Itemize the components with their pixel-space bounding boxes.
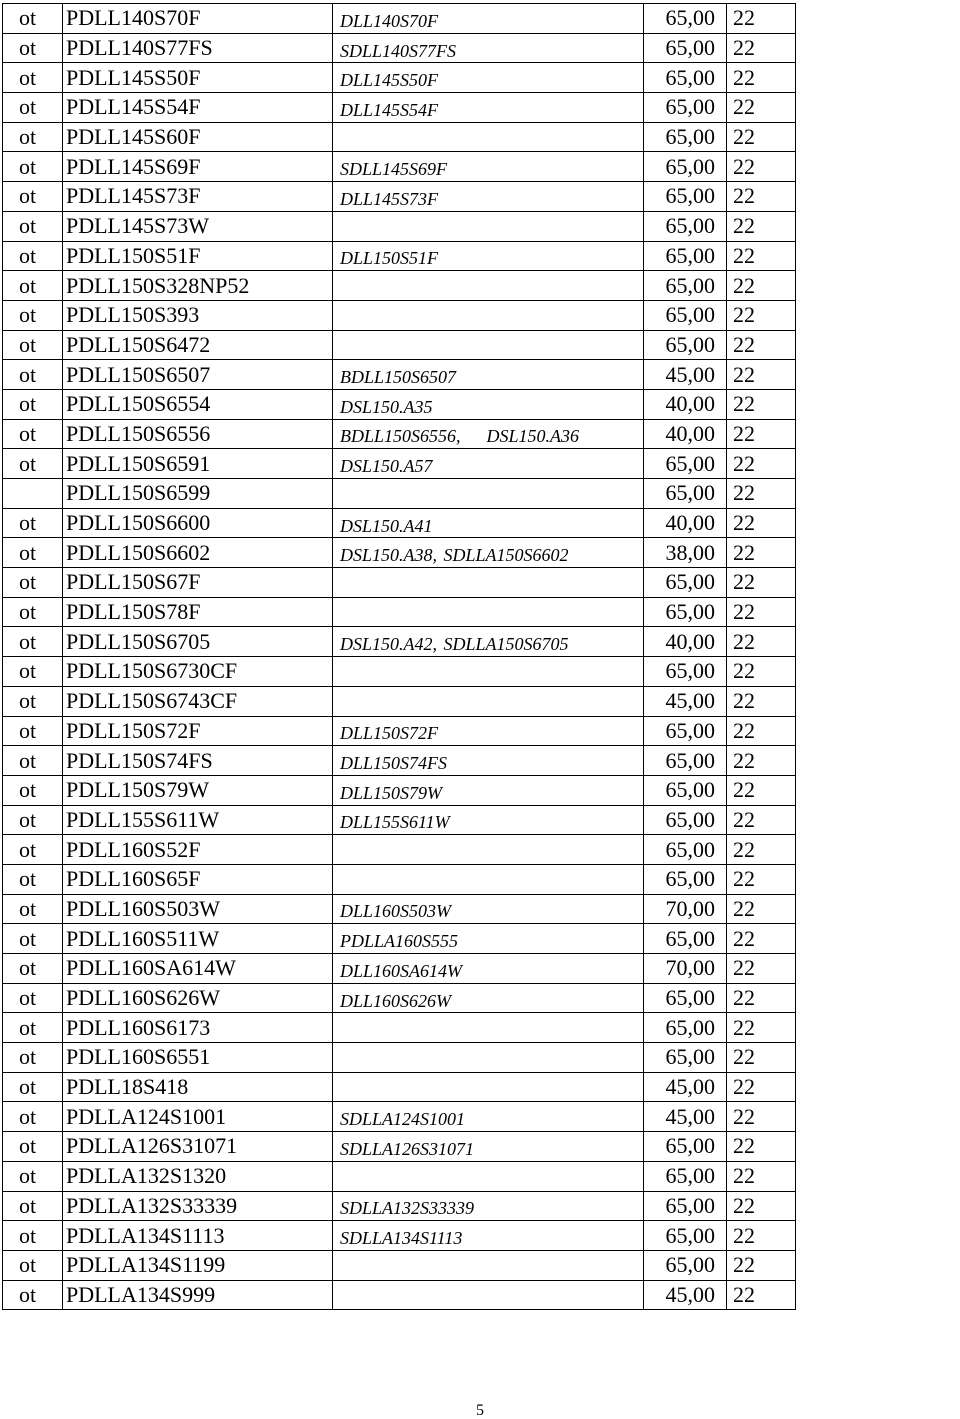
price: 65,00 [644,864,727,894]
vat-rate: 22 [727,1102,796,1132]
price: 65,00 [644,479,727,509]
price: 40,00 [644,419,727,449]
row-mark: ot [3,300,63,330]
product-code: PDLL145S54F [63,93,333,123]
vat-rate: 22 [727,182,796,212]
row-mark: ot [3,1161,63,1191]
product-code: PDLL150S78F [63,597,333,627]
price: 65,00 [644,1250,727,1280]
row-mark: ot [3,4,63,34]
price: 65,00 [644,805,727,835]
row-mark: ot [3,1250,63,1280]
row-mark: ot [3,538,63,568]
reference-code [333,568,644,598]
vat-rate: 22 [727,716,796,746]
vat-rate: 22 [727,1250,796,1280]
price: 65,00 [644,122,727,152]
product-code: PDLL155S611W [63,805,333,835]
product-code: PDLL160S6551 [63,1043,333,1073]
reference-code: DLL140S70F [333,4,644,34]
product-code: PDLL150S6730CF [63,657,333,687]
table-row [3,1043,796,1073]
row-mark: ot [3,152,63,182]
row-mark: ot [3,211,63,241]
reference-code: DSL150.A41 [333,508,644,538]
reference-code-primary: BDLL150S6556, [340,426,461,447]
table-row [3,686,796,716]
table-row [3,300,796,330]
product-code: PDLL160S511W [63,924,333,954]
vat-rate: 22 [727,300,796,330]
table-row [3,597,796,627]
reference-code [333,479,644,509]
reference-code: SDLLA124S1001 [333,1102,644,1132]
vat-rate: 22 [727,775,796,805]
product-code: PDLL150S74FS [63,746,333,776]
reference-code [333,1280,644,1310]
table-row [3,419,796,449]
vat-rate: 22 [727,122,796,152]
product-code: PDLL150S6554 [63,389,333,419]
table-row [3,746,796,776]
reference-code [333,330,644,360]
vat-rate: 22 [727,746,796,776]
table-row [3,389,796,419]
table-row [3,1132,796,1162]
row-mark: ot [3,1072,63,1102]
price: 65,00 [644,271,727,301]
vat-rate: 22 [727,924,796,954]
product-code: PDLL140S70F [63,4,333,34]
vat-rate: 22 [727,864,796,894]
price: 38,00 [644,538,727,568]
row-mark: ot [3,63,63,93]
price: 45,00 [644,1072,727,1102]
product-code: PDLL160S503W [63,894,333,924]
reference-code [333,1043,644,1073]
row-mark: ot [3,1043,63,1073]
vat-rate: 22 [727,686,796,716]
price: 45,00 [644,686,727,716]
row-mark [3,479,63,509]
row-mark: ot [3,271,63,301]
reference-code [333,271,644,301]
row-mark: ot [3,122,63,152]
reference-code [333,657,644,687]
row-mark: ot [3,449,63,479]
table-row [3,894,796,924]
page-number: 5 [476,1402,484,1419]
product-code: PDLL150S6743CF [63,686,333,716]
vat-rate: 22 [727,211,796,241]
product-code: PDLL150S6556 [63,419,333,449]
vat-rate: 22 [727,805,796,835]
product-code: PDLLA134S1113 [63,1221,333,1251]
product-code: PDLL150S6472 [63,330,333,360]
price: 65,00 [644,330,727,360]
reference-code: DLL150S74FS [333,746,644,776]
reference-code-secondary: DSL150.A36 [486,426,580,447]
row-mark: ot [3,805,63,835]
table-row [3,954,796,984]
price: 70,00 [644,894,727,924]
vat-rate: 22 [727,1013,796,1043]
reference-code: DLL145S54F [333,93,644,123]
row-mark: ot [3,924,63,954]
price: 65,00 [644,597,727,627]
row-mark: ot [3,1191,63,1221]
vat-rate: 22 [727,93,796,123]
reference-code: DSL150.A42, SDLLA150S6705 [333,627,644,657]
table-row [3,211,796,241]
vat-rate: 22 [727,419,796,449]
product-code: PDLL145S50F [63,63,333,93]
price: 65,00 [644,241,727,271]
vat-rate: 22 [727,1221,796,1251]
table-row [3,1161,796,1191]
row-mark: ot [3,864,63,894]
table-row [3,152,796,182]
vat-rate: 22 [727,271,796,301]
table-row [3,924,796,954]
row-mark: ot [3,1280,63,1310]
row-mark: ot [3,686,63,716]
product-code: PDLLA132S33339 [63,1191,333,1221]
product-code: PDLL150S6705 [63,627,333,657]
product-code: PDLL150S6507 [63,360,333,390]
reference-code [333,1161,644,1191]
vat-rate: 22 [727,568,796,598]
vat-rate: 22 [727,508,796,538]
reference-code [333,686,644,716]
price: 40,00 [644,389,727,419]
reference-code: SDLL145S69F [333,152,644,182]
price: 65,00 [644,211,727,241]
reference-code [333,300,644,330]
table-row [3,983,796,1013]
product-code: PDLL145S73W [63,211,333,241]
table-row [3,4,796,34]
table-row [3,63,796,93]
price: 65,00 [644,4,727,34]
price: 65,00 [644,1221,727,1251]
price: 45,00 [644,1102,727,1132]
product-code: PDLL150S328NP52 [63,271,333,301]
row-mark: ot [3,716,63,746]
table-row [3,122,796,152]
product-code: PDLL18S418 [63,1072,333,1102]
vat-rate: 22 [727,627,796,657]
product-code: PDLL160S65F [63,864,333,894]
product-code: PDLL160S626W [63,983,333,1013]
price: 65,00 [644,657,727,687]
reference-code: PDLLA160S555 [333,924,644,954]
reference-code: DLL145S73F [333,182,644,212]
table-row [3,835,796,865]
vat-rate: 22 [727,954,796,984]
vat-rate: 22 [727,597,796,627]
price: 70,00 [644,954,727,984]
table-row [3,271,796,301]
table-row [3,1221,796,1251]
row-mark: ot [3,1221,63,1251]
price: 65,00 [644,924,727,954]
vat-rate: 22 [727,1043,796,1073]
product-code: PDLL150S6600 [63,508,333,538]
reference-code: DLL150S79W [333,775,644,805]
product-code: PDLL140S77FS [63,33,333,63]
price: 65,00 [644,1043,727,1073]
reference-code: DLL160S626W [333,983,644,1013]
row-mark: ot [3,360,63,390]
price-table-body [3,4,796,1310]
product-code: PDLL145S69F [63,152,333,182]
vat-rate: 22 [727,1161,796,1191]
product-code: PDLL160SA614W [63,954,333,984]
vat-rate: 22 [727,63,796,93]
price: 65,00 [644,1161,727,1191]
row-mark: ot [3,508,63,538]
vat-rate: 22 [727,479,796,509]
vat-rate: 22 [727,389,796,419]
product-code: PDLLA126S31071 [63,1132,333,1162]
row-mark: ot [3,1132,63,1162]
reference-code [333,597,644,627]
price: 65,00 [644,1132,727,1162]
table-row [3,182,796,212]
vat-rate: 22 [727,1072,796,1102]
row-mark: ot [3,627,63,657]
reference-code: DSL150.A38, SDLLA150S6602 [333,538,644,568]
table-row [3,716,796,746]
price: 65,00 [644,33,727,63]
reference-code: DLL145S50F [333,63,644,93]
table-row [3,93,796,123]
reference-code: SDLLA134S1113 [333,1221,644,1251]
table-row [3,449,796,479]
price: 40,00 [644,508,727,538]
price: 65,00 [644,775,727,805]
table-row [3,330,796,360]
row-mark: ot [3,241,63,271]
table-row [3,360,796,390]
row-mark: ot [3,330,63,360]
table-row [3,568,796,598]
table-row [3,508,796,538]
row-mark: ot [3,568,63,598]
reference-code: SDLLA132S33339 [333,1191,644,1221]
vat-rate: 22 [727,983,796,1013]
table-row [3,805,796,835]
product-code: PDLL150S6602 [63,538,333,568]
row-mark: ot [3,419,63,449]
vat-rate: 22 [727,835,796,865]
product-code: PDLL150S72F [63,716,333,746]
row-mark: ot [3,657,63,687]
table-row [3,1191,796,1221]
row-mark: ot [3,983,63,1013]
reference-code [333,835,644,865]
reference-code: DSL150.A35 [333,389,644,419]
row-mark: ot [3,1102,63,1132]
vat-rate: 22 [727,1132,796,1162]
table-row [3,1102,796,1132]
vat-rate: 22 [727,657,796,687]
reference-code: DSL150.A57 [333,449,644,479]
reference-code [333,211,644,241]
product-code: PDLLA134S1199 [63,1250,333,1280]
table-row [3,1013,796,1043]
reference-code: DLL155S611W [333,805,644,835]
row-mark: ot [3,93,63,123]
product-code: PDLL150S67F [63,568,333,598]
vat-rate: 22 [727,330,796,360]
product-code: PDLLA132S1320 [63,1161,333,1191]
product-code: PDLL150S6599 [63,479,333,509]
product-code: PDLLA124S1001 [63,1102,333,1132]
price: 45,00 [644,360,727,390]
table-row [3,775,796,805]
reference-code [333,1250,644,1280]
price: 65,00 [644,182,727,212]
row-mark: ot [3,954,63,984]
reference-code: SDLL140S77FS [333,33,644,63]
row-mark: ot [3,894,63,924]
price: 65,00 [644,1013,727,1043]
price: 65,00 [644,152,727,182]
product-code: PDLL150S393 [63,300,333,330]
table-row [3,1250,796,1280]
reference-code: BDLL150S6507 [333,360,644,390]
table-row [3,1280,796,1310]
product-code: PDLL160S52F [63,835,333,865]
table-row [3,538,796,568]
vat-rate: 22 [727,241,796,271]
vat-rate: 22 [727,1280,796,1310]
row-mark: ot [3,746,63,776]
price: 65,00 [644,63,727,93]
price-table [2,3,796,1310]
reference-code [333,419,644,449]
product-code: PDLL145S73F [63,182,333,212]
table-row [3,864,796,894]
price: 65,00 [644,835,727,865]
price: 45,00 [644,1280,727,1310]
row-mark: ot [3,597,63,627]
product-code: PDLLA134S999 [63,1280,333,1310]
table-row [3,33,796,63]
price: 65,00 [644,746,727,776]
vat-rate: 22 [727,1191,796,1221]
reference-code [333,1072,644,1102]
vat-rate: 22 [727,152,796,182]
row-mark: ot [3,1013,63,1043]
vat-rate: 22 [727,894,796,924]
price: 65,00 [644,716,727,746]
price: 65,00 [644,449,727,479]
row-mark: ot [3,33,63,63]
table-row [3,479,796,509]
reference-code [333,864,644,894]
reference-code: SDLLA126S31071 [333,1132,644,1162]
vat-rate: 22 [727,360,796,390]
product-code: PDLL160S6173 [63,1013,333,1043]
product-code: PDLL150S79W [63,775,333,805]
price: 65,00 [644,93,727,123]
reference-code: DLL150S51F [333,241,644,271]
reference-code: DLL150S72F [333,716,644,746]
vat-rate: 22 [727,33,796,63]
reference-code: DLL160S503W [333,894,644,924]
price: 65,00 [644,568,727,598]
row-mark: ot [3,389,63,419]
product-code: PDLL145S60F [63,122,333,152]
vat-rate: 22 [727,538,796,568]
table-row [3,657,796,687]
row-mark: ot [3,182,63,212]
price: 65,00 [644,983,727,1013]
vat-rate: 22 [727,4,796,34]
reference-code [333,122,644,152]
product-code: PDLL150S51F [63,241,333,271]
vat-rate: 22 [727,449,796,479]
reference-code [333,1013,644,1043]
row-mark: ot [3,835,63,865]
row-mark: ot [3,775,63,805]
price: 65,00 [644,300,727,330]
table-row [3,627,796,657]
table-row [3,1072,796,1102]
reference-code: DLL160SA614W [333,954,644,984]
product-code: PDLL150S6591 [63,449,333,479]
price: 65,00 [644,1191,727,1221]
price: 40,00 [644,627,727,657]
table-row [3,241,796,271]
